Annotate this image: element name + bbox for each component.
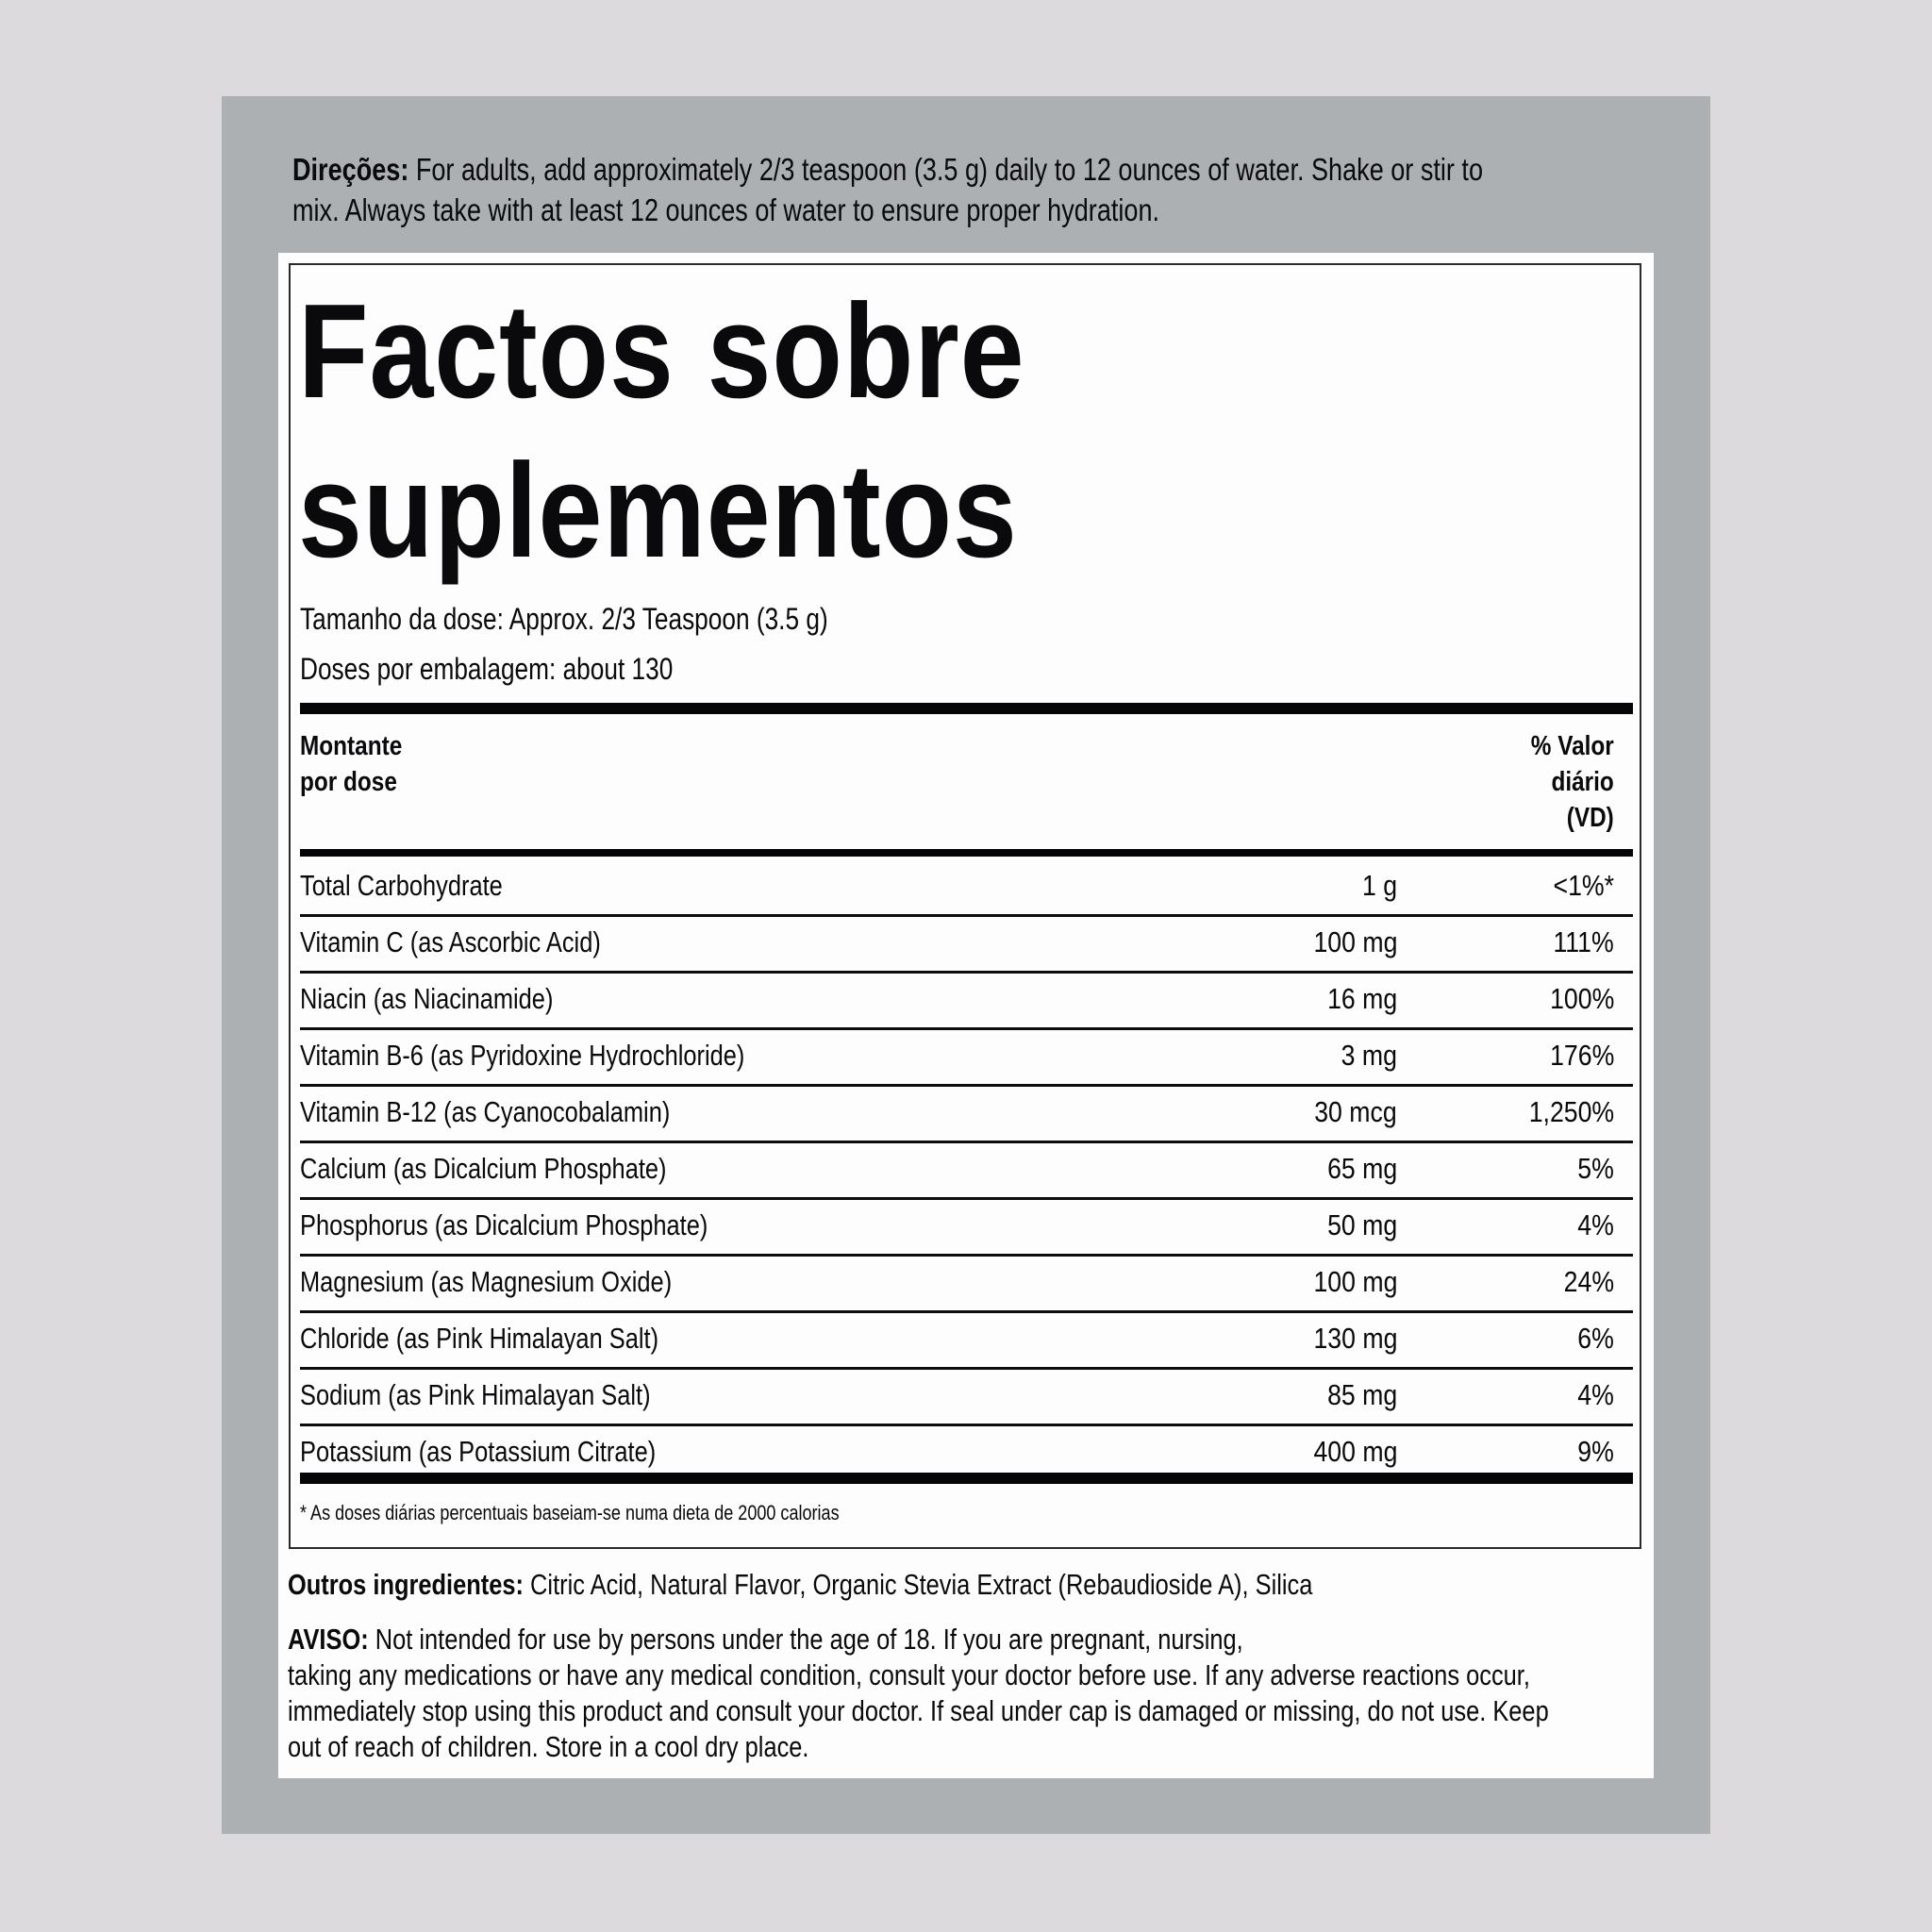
table-row: Chloride (as Pink Himalayan Salt) 130 mg 6% <box>300 1313 1633 1370</box>
directions-section <box>292 149 1613 230</box>
warning-line-1: AVISO: Not intended for use by persons under the age of 18. If you are pregnant, nursing, <box>288 1623 1243 1656</box>
title-line-1: Factos sobre <box>298 276 1025 426</box>
thick-divider-top <box>300 703 1633 714</box>
table-row: Vitamin B-12 (as Cyanocobalamin) 30 mcg 1,250% <box>300 1087 1633 1143</box>
table-row: Magnesium (as Magnesium Oxide) 100 mg 24% <box>300 1257 1633 1313</box>
warning-line-3: immediately stop using this product and consult your doctor. If seal under cap is damaged or missing, do not use. Keep <box>288 1694 1549 1727</box>
nutrient-table <box>300 860 1633 1483</box>
amount-per-serving-header: Montante por dose <box>300 731 403 797</box>
other-ingredients-label: Outros ingredientes: <box>288 1568 524 1601</box>
warning-label: AVISO: <box>288 1623 369 1656</box>
thick-divider-header <box>300 849 1633 857</box>
other-ingredients: Outros ingredientes: Citric Acid, Natural Flavor, Organic Stevia Extract (Rebaudioside A), Silica <box>288 1568 1313 1601</box>
daily-value-footnote: * As doses diárias percentuais baseiam-se numa dieta de 2000 calorias <box>300 1501 840 1524</box>
supplement-facts-title <box>298 272 1143 591</box>
table-row: Total Carbohydrate 1 g <1%* <box>300 860 1633 917</box>
thick-divider-bottom <box>300 1473 1633 1484</box>
directions-line-1: Direções: For adults, add approximately 2/3 teaspoon (3.5 g) daily to 12 ounces of water. Shake or stir to <box>292 152 1484 187</box>
servings-per-container: Doses por embalagem: about 130 <box>300 652 674 686</box>
table-row: Vitamin C (as Ascorbic Acid) 100 mg 111% <box>300 917 1633 974</box>
table-row: Vitamin B-6 (as Pyridoxine Hydrochloride) 3 mg 176% <box>300 1030 1633 1087</box>
daily-value-header: % Valor diário (VD) <box>1530 731 1614 833</box>
warning-line-2: taking any medications or have any medical condition, consult your doctor before use. If any adverse reactions occur, <box>288 1658 1530 1691</box>
table-row: Phosphorus (as Dicalcium Phosphate) 50 mg 4% <box>300 1200 1633 1257</box>
directions-line-2: mix. Always take with at least 12 ounces of water to ensure proper hydration. <box>292 192 1160 227</box>
table-row: Sodium (as Pink Himalayan Salt) 85 mg 4% <box>300 1370 1633 1426</box>
serving-size: Tamanho da dose: Approx. 2/3 Teaspoon (3.5 g) <box>300 602 828 636</box>
warning-line-4: out of reach of children. Store in a cool dry place. <box>288 1730 809 1763</box>
warning-section <box>288 1622 1825 1765</box>
table-row: Niacin (as Niacinamide) 16 mg 100% <box>300 974 1633 1030</box>
table-row: Calcium (as Dicalcium Phosphate) 65 mg 5% <box>300 1143 1633 1200</box>
directions-label: Direções: <box>292 152 409 187</box>
title-line-2: suplementos <box>298 436 1018 586</box>
table-row: Potassium (as Potassium Citrate) 400 mg 9% <box>300 1435 1614 1468</box>
